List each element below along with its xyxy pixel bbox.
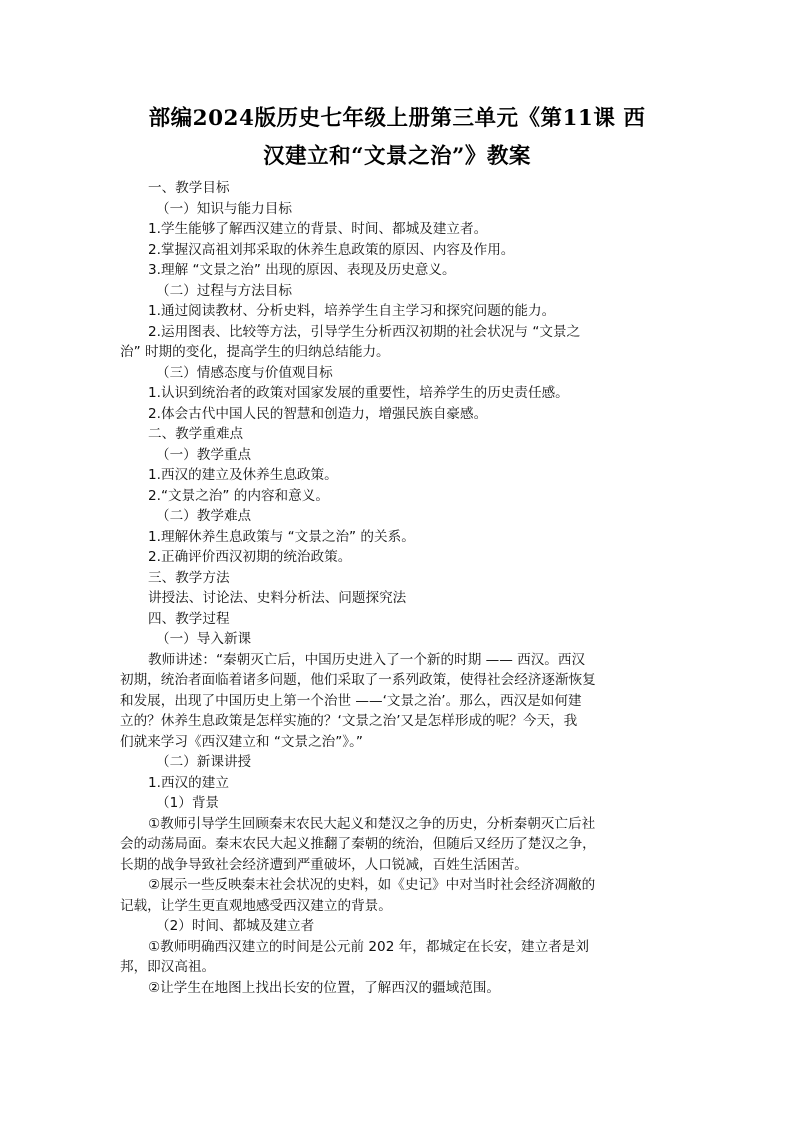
text-line: 治” 时期的变化，提高学生的归纳总结能力。 xyxy=(120,344,390,360)
text-line: （二）过程与方法目标 xyxy=(156,282,292,299)
text-line: 初期，统治者面临着诸多问题，他们采取了一系列政策，使得社会经济逐渐恢复 xyxy=(120,672,596,688)
text-line: 立的？休养生息政策是怎样实施的？‘文景之治’又是怎样形成的呢？今天，我 xyxy=(120,713,578,729)
text-line: （二）教学难点 xyxy=(156,508,252,524)
text-line: 1.西汉的建立 xyxy=(148,774,229,791)
text-line: 1.通过阅读教材、分析史料，培养学生自主学习和探究问题的能力。 xyxy=(148,303,556,319)
text-line: 1.西汉的建立及休养生息政策。 xyxy=(148,467,338,483)
text-line: 三、教学方法 xyxy=(148,569,230,586)
text-line: 邦，即汉高祖。 xyxy=(120,959,216,975)
text-line: （三）情感态度与价值观目标 xyxy=(156,364,333,381)
text-line: （一）导入新课 xyxy=(156,631,252,647)
text-line: 和发展，出现了中国历史上第一个治世 ——‘文景之治’。那么，西汉是如何建 xyxy=(120,692,582,709)
text-line: 3.理解 “文景之治” 出现的原因、表现及历史意义。 xyxy=(148,262,456,278)
text-line: 四、教学过程 xyxy=(148,610,230,627)
text-line: 会的动荡局面。秦末农民大起义推翻了秦朝的统治，但随后又经历了楚汉之争， xyxy=(120,836,596,852)
document-body xyxy=(120,178,680,998)
text-line: 二、教学重难点 xyxy=(148,426,244,442)
text-line: 2.“文景之治” 的内容和意义。 xyxy=(148,487,329,504)
text-line: （一）知识与能力目标 xyxy=(156,200,292,217)
text-line: 讲授法、讨论法、史料分析法、问题探究法 xyxy=(148,590,407,606)
text-line: 一、教学目标 xyxy=(148,180,230,196)
text-line: 2.体会古代中国人民的智慧和创造力，增强民族自豪感。 xyxy=(148,405,488,422)
text-line: 2.运用图表、比较等方法，引导学生分析西汉初期的社会状况与 “文景之 xyxy=(148,323,581,340)
text-line: ②让学生在地图上找出长安的位置，了解西汉的疆域范围。 xyxy=(148,979,501,996)
text-line: （1）背景 xyxy=(156,795,220,811)
text-line: （二）新课讲授 xyxy=(156,754,252,770)
text-line: ①教师明确西汉建立的时间是公元前 202 年，都城定在长安，建立者是刘 xyxy=(148,938,589,955)
title-line-2: 汉建立和“文景之治”》教案 xyxy=(263,144,531,169)
text-line: 1.理解休养生息政策与 “文景之治” 的关系。 xyxy=(148,528,415,545)
text-line: ①教师引导学生回顾秦末农民大起义和楚汉之争的历史，分析秦朝灭亡后社 xyxy=(148,815,596,832)
document-title xyxy=(110,100,684,176)
text-line: （2）时间、都城及建立者 xyxy=(156,918,315,934)
text-line: 记载，让学生更直观地感受西汉建立的背景。 xyxy=(120,897,392,914)
title-line-1: 部编2024版历史七年级上册第三单元《第11课 西 xyxy=(148,106,646,131)
text-line: 2.正确评价西汉初期的统治政策。 xyxy=(148,549,352,565)
text-line: 长期的战争导致社会经济遭到严重破坏，人口锐减，百姓生活困苦。 xyxy=(120,856,528,873)
text-line: 教师讲述：“秦朝灭亡后，中国历史进入了一个新的时期 —— 西汉。西汉 xyxy=(148,651,586,668)
text-line: 1.认识到统治者的政策对国家发展的重要性，培养学生的历史责任感。 xyxy=(148,385,569,401)
text-line: 2.掌握汉高祖刘邦采取的休养生息政策的原因、内容及作用。 xyxy=(148,241,515,258)
text-line: （一）教学重点 xyxy=(156,446,252,463)
text-line: 1.学生能够了解西汉建立的背景、时间、都城及建立者。 xyxy=(148,221,488,237)
text-line: 们就来学习《西汉建立和 “文景之治”》。” xyxy=(120,733,363,750)
text-line: ②展示一些反映秦末社会状况的史料，如《史记》中对当时社会经济凋敝的 xyxy=(148,877,596,893)
